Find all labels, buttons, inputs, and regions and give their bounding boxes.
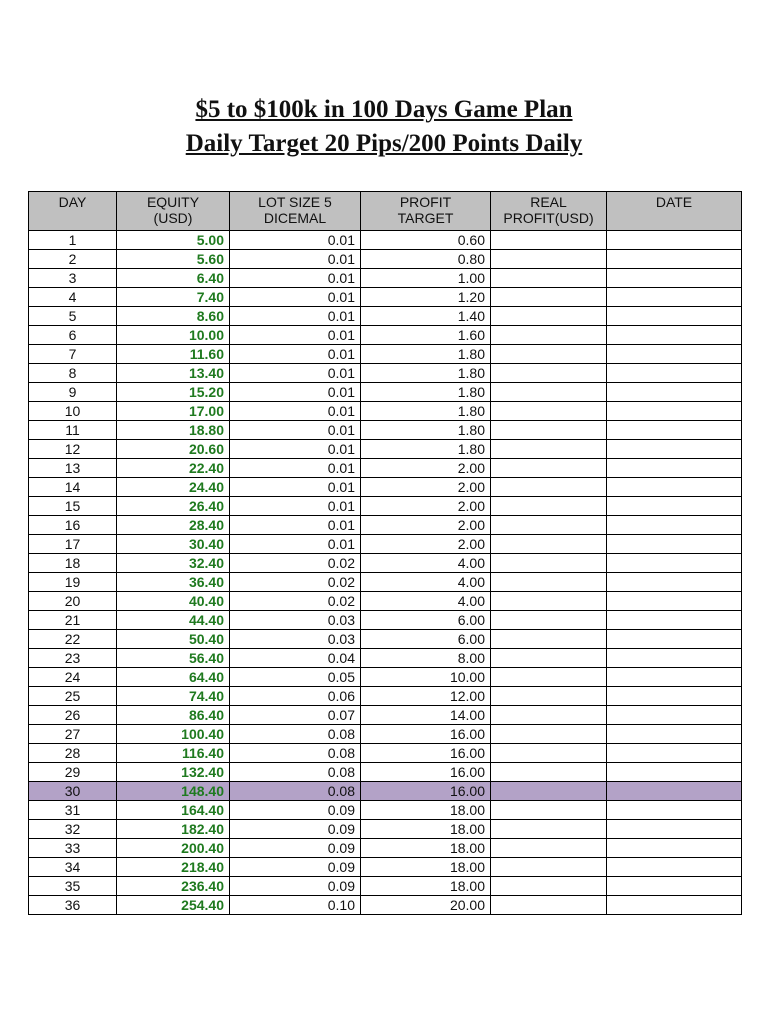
profit-target-cell: 4.00 bbox=[361, 592, 491, 611]
table-row bbox=[29, 421, 742, 440]
profit-target-cell: 1.60 bbox=[361, 326, 491, 345]
date-cell bbox=[607, 383, 742, 402]
real-profit-cell bbox=[491, 231, 607, 250]
lot-size-cell: 0.06 bbox=[230, 687, 361, 706]
profit-target-cell: 2.00 bbox=[361, 497, 491, 516]
table-row bbox=[29, 288, 742, 307]
equity-cell: 40.40 bbox=[117, 592, 230, 611]
equity-cell: 64.40 bbox=[117, 668, 230, 687]
real-profit-cell bbox=[491, 801, 607, 820]
table-row bbox=[29, 877, 742, 896]
equity-cell: 56.40 bbox=[117, 649, 230, 668]
lot-size-cell: 0.01 bbox=[230, 459, 361, 478]
real-profit-cell bbox=[491, 421, 607, 440]
profit-target-cell: 0.60 bbox=[361, 231, 491, 250]
equity-cell: 11.60 bbox=[117, 345, 230, 364]
profit-target-cell: 14.00 bbox=[361, 706, 491, 725]
profit-target-cell: 2.00 bbox=[361, 478, 491, 497]
day-cell: 1 bbox=[29, 231, 117, 250]
real-profit-cell bbox=[491, 326, 607, 345]
date-cell bbox=[607, 763, 742, 782]
real-profit-cell bbox=[491, 269, 607, 288]
profit-target-cell: 2.00 bbox=[361, 535, 491, 554]
equity-cell: 100.40 bbox=[117, 725, 230, 744]
real-profit-cell bbox=[491, 744, 607, 763]
date-cell bbox=[607, 421, 742, 440]
day-cell: 36 bbox=[29, 896, 117, 915]
date-cell bbox=[607, 611, 742, 630]
equity-cell: 26.40 bbox=[117, 497, 230, 516]
equity-cell: 182.40 bbox=[117, 820, 230, 839]
equity-cell: 30.40 bbox=[117, 535, 230, 554]
real-profit-cell bbox=[491, 630, 607, 649]
day-cell: 26 bbox=[29, 706, 117, 725]
lot-size-cell: 0.02 bbox=[230, 592, 361, 611]
equity-cell: 236.40 bbox=[117, 877, 230, 896]
day-cell: 18 bbox=[29, 554, 117, 573]
real-profit-cell bbox=[491, 763, 607, 782]
table-row bbox=[29, 535, 742, 554]
real-profit-cell bbox=[491, 554, 607, 573]
table-row bbox=[29, 364, 742, 383]
lot-size-cell: 0.01 bbox=[230, 288, 361, 307]
equity-cell: 164.40 bbox=[117, 801, 230, 820]
date-cell bbox=[607, 706, 742, 725]
day-cell: 4 bbox=[29, 288, 117, 307]
lot-size-cell: 0.09 bbox=[230, 839, 361, 858]
date-cell bbox=[607, 630, 742, 649]
real-profit-cell bbox=[491, 516, 607, 535]
table-row bbox=[29, 858, 742, 877]
day-cell: 35 bbox=[29, 877, 117, 896]
date-cell bbox=[607, 782, 742, 801]
profit-target-cell: 2.00 bbox=[361, 516, 491, 535]
profit-target-cell: 8.00 bbox=[361, 649, 491, 668]
day-cell: 2 bbox=[29, 250, 117, 269]
lot-size-cell: 0.09 bbox=[230, 801, 361, 820]
equity-cell: 24.40 bbox=[117, 478, 230, 497]
lot-size-cell: 0.03 bbox=[230, 611, 361, 630]
lot-size-cell: 0.01 bbox=[230, 478, 361, 497]
profit-target-cell: 1.80 bbox=[361, 421, 491, 440]
table-row bbox=[29, 763, 742, 782]
date-cell bbox=[607, 554, 742, 573]
profit-target-cell: 0.80 bbox=[361, 250, 491, 269]
date-cell bbox=[607, 592, 742, 611]
table-row bbox=[29, 687, 742, 706]
lot-size-cell: 0.01 bbox=[230, 383, 361, 402]
real-profit-cell bbox=[491, 706, 607, 725]
day-cell: 8 bbox=[29, 364, 117, 383]
lot-size-cell: 0.09 bbox=[230, 877, 361, 896]
profit-target-cell: 18.00 bbox=[361, 877, 491, 896]
lot-size-cell: 0.01 bbox=[230, 269, 361, 288]
real-profit-cell bbox=[491, 896, 607, 915]
equity-cell: 5.00 bbox=[117, 231, 230, 250]
profit-target-cell: 1.80 bbox=[361, 402, 491, 421]
day-cell: 34 bbox=[29, 858, 117, 877]
equity-cell: 132.40 bbox=[117, 763, 230, 782]
real-profit-cell bbox=[491, 364, 607, 383]
day-cell: 28 bbox=[29, 744, 117, 763]
profit-target-cell: 18.00 bbox=[361, 858, 491, 877]
day-cell: 31 bbox=[29, 801, 117, 820]
table-row bbox=[29, 478, 742, 497]
day-cell: 29 bbox=[29, 763, 117, 782]
game-plan-table bbox=[28, 191, 742, 915]
page-title: $5 to $100k in 100 Days Game Plan bbox=[195, 96, 573, 123]
lot-size-cell: 0.01 bbox=[230, 421, 361, 440]
real-profit-cell bbox=[491, 345, 607, 364]
date-cell bbox=[607, 231, 742, 250]
profit-target-cell: 1.80 bbox=[361, 364, 491, 383]
day-cell: 23 bbox=[29, 649, 117, 668]
table-row bbox=[29, 820, 742, 839]
day-cell: 10 bbox=[29, 402, 117, 421]
date-cell bbox=[607, 725, 742, 744]
date-cell bbox=[607, 459, 742, 478]
lot-size-cell: 0.01 bbox=[230, 440, 361, 459]
equity-cell: 36.40 bbox=[117, 573, 230, 592]
day-cell: 12 bbox=[29, 440, 117, 459]
date-cell bbox=[607, 269, 742, 288]
profit-target-cell: 2.00 bbox=[361, 459, 491, 478]
real-profit-cell bbox=[491, 820, 607, 839]
real-profit-cell bbox=[491, 782, 607, 801]
table-row bbox=[29, 440, 742, 459]
equity-cell: 74.40 bbox=[117, 687, 230, 706]
profit-target-cell: 1.80 bbox=[361, 383, 491, 402]
real-profit-cell bbox=[491, 725, 607, 744]
date-cell bbox=[607, 839, 742, 858]
date-cell bbox=[607, 858, 742, 877]
equity-cell: 148.40 bbox=[117, 782, 230, 801]
equity-cell: 116.40 bbox=[117, 744, 230, 763]
profit-target-cell: 16.00 bbox=[361, 744, 491, 763]
lot-size-cell: 0.10 bbox=[230, 896, 361, 915]
real-profit-cell bbox=[491, 535, 607, 554]
table-row bbox=[29, 554, 742, 573]
date-cell bbox=[607, 896, 742, 915]
equity-cell: 28.40 bbox=[117, 516, 230, 535]
real-profit-cell bbox=[491, 478, 607, 497]
day-cell: 21 bbox=[29, 611, 117, 630]
table-row bbox=[29, 269, 742, 288]
equity-cell: 17.00 bbox=[117, 402, 230, 421]
date-cell bbox=[607, 250, 742, 269]
profit-target-cell: 1.80 bbox=[361, 440, 491, 459]
real-profit-cell bbox=[491, 440, 607, 459]
table-row bbox=[29, 782, 742, 801]
equity-cell: 6.40 bbox=[117, 269, 230, 288]
day-cell: 19 bbox=[29, 573, 117, 592]
real-profit-cell bbox=[491, 250, 607, 269]
day-cell: 17 bbox=[29, 535, 117, 554]
table-row bbox=[29, 459, 742, 478]
table-row bbox=[29, 668, 742, 687]
real-profit-cell bbox=[491, 383, 607, 402]
day-cell: 20 bbox=[29, 592, 117, 611]
header-lot-size: LOT SIZE 5 DICEMAL bbox=[230, 192, 361, 231]
equity-cell: 200.40 bbox=[117, 839, 230, 858]
date-cell bbox=[607, 687, 742, 706]
date-cell bbox=[607, 668, 742, 687]
profit-target-cell: 1.20 bbox=[361, 288, 491, 307]
profit-target-cell: 18.00 bbox=[361, 820, 491, 839]
day-cell: 24 bbox=[29, 668, 117, 687]
equity-cell: 20.60 bbox=[117, 440, 230, 459]
equity-cell: 44.40 bbox=[117, 611, 230, 630]
real-profit-cell bbox=[491, 573, 607, 592]
profit-target-cell: 1.00 bbox=[361, 269, 491, 288]
date-cell bbox=[607, 402, 742, 421]
table-row bbox=[29, 231, 742, 250]
table-row bbox=[29, 497, 742, 516]
lot-size-cell: 0.01 bbox=[230, 535, 361, 554]
table-header-row bbox=[29, 192, 742, 231]
header-date: DATE bbox=[607, 192, 742, 231]
equity-cell: 18.80 bbox=[117, 421, 230, 440]
real-profit-cell bbox=[491, 668, 607, 687]
lot-size-cell: 0.02 bbox=[230, 554, 361, 573]
date-cell bbox=[607, 516, 742, 535]
profit-target-cell: 20.00 bbox=[361, 896, 491, 915]
equity-cell: 22.40 bbox=[117, 459, 230, 478]
table-row bbox=[29, 801, 742, 820]
table-row bbox=[29, 611, 742, 630]
date-cell bbox=[607, 877, 742, 896]
real-profit-cell bbox=[491, 592, 607, 611]
profit-target-cell: 1.80 bbox=[361, 345, 491, 364]
day-cell: 15 bbox=[29, 497, 117, 516]
header-real-profit: REAL PROFIT(USD) bbox=[491, 192, 607, 231]
date-cell bbox=[607, 535, 742, 554]
day-cell: 32 bbox=[29, 820, 117, 839]
table-row bbox=[29, 725, 742, 744]
date-cell bbox=[607, 649, 742, 668]
lot-size-cell: 0.01 bbox=[230, 364, 361, 383]
page-subtitle: Daily Target 20 Pips/200 Points Daily bbox=[185, 130, 583, 157]
date-cell bbox=[607, 440, 742, 459]
lot-size-cell: 0.08 bbox=[230, 782, 361, 801]
day-cell: 16 bbox=[29, 516, 117, 535]
equity-cell: 32.40 bbox=[117, 554, 230, 573]
table-row bbox=[29, 573, 742, 592]
equity-cell: 86.40 bbox=[117, 706, 230, 725]
profit-target-cell: 18.00 bbox=[361, 839, 491, 858]
equity-cell: 7.40 bbox=[117, 288, 230, 307]
lot-size-cell: 0.09 bbox=[230, 858, 361, 877]
table-row bbox=[29, 649, 742, 668]
profit-target-cell: 10.00 bbox=[361, 668, 491, 687]
day-cell: 6 bbox=[29, 326, 117, 345]
profit-target-cell: 16.00 bbox=[361, 725, 491, 744]
lot-size-cell: 0.08 bbox=[230, 744, 361, 763]
day-cell: 11 bbox=[29, 421, 117, 440]
header-equity: EQUITY (USD) bbox=[117, 192, 230, 231]
table-row bbox=[29, 383, 742, 402]
equity-cell: 15.20 bbox=[117, 383, 230, 402]
real-profit-cell bbox=[491, 839, 607, 858]
lot-size-cell: 0.01 bbox=[230, 497, 361, 516]
profit-target-cell: 18.00 bbox=[361, 801, 491, 820]
real-profit-cell bbox=[491, 497, 607, 516]
day-cell: 22 bbox=[29, 630, 117, 649]
equity-cell: 254.40 bbox=[117, 896, 230, 915]
table-row bbox=[29, 307, 742, 326]
lot-size-cell: 0.02 bbox=[230, 573, 361, 592]
table-row bbox=[29, 839, 742, 858]
profit-target-cell: 1.40 bbox=[361, 307, 491, 326]
day-cell: 30 bbox=[29, 782, 117, 801]
real-profit-cell bbox=[491, 858, 607, 877]
date-cell bbox=[607, 497, 742, 516]
header-profit-target: PROFIT TARGET bbox=[361, 192, 491, 231]
date-cell bbox=[607, 744, 742, 763]
header-day: DAY bbox=[29, 192, 117, 231]
lot-size-cell: 0.01 bbox=[230, 345, 361, 364]
date-cell bbox=[607, 364, 742, 383]
table-row bbox=[29, 896, 742, 915]
date-cell bbox=[607, 820, 742, 839]
lot-size-cell: 0.01 bbox=[230, 516, 361, 535]
day-cell: 7 bbox=[29, 345, 117, 364]
table-row bbox=[29, 326, 742, 345]
lot-size-cell: 0.01 bbox=[230, 402, 361, 421]
equity-cell: 8.60 bbox=[117, 307, 230, 326]
real-profit-cell bbox=[491, 649, 607, 668]
profit-target-cell: 6.00 bbox=[361, 611, 491, 630]
table-row bbox=[29, 250, 742, 269]
profit-target-cell: 4.00 bbox=[361, 554, 491, 573]
date-cell bbox=[607, 288, 742, 307]
profit-target-cell: 16.00 bbox=[361, 763, 491, 782]
real-profit-cell bbox=[491, 402, 607, 421]
profit-target-cell: 6.00 bbox=[361, 630, 491, 649]
table-row bbox=[29, 744, 742, 763]
real-profit-cell bbox=[491, 307, 607, 326]
equity-cell: 218.40 bbox=[117, 858, 230, 877]
day-cell: 14 bbox=[29, 478, 117, 497]
equity-cell: 13.40 bbox=[117, 364, 230, 383]
profit-target-cell: 4.00 bbox=[361, 573, 491, 592]
lot-size-cell: 0.09 bbox=[230, 820, 361, 839]
date-cell bbox=[607, 573, 742, 592]
day-cell: 5 bbox=[29, 307, 117, 326]
table-row bbox=[29, 402, 742, 421]
lot-size-cell: 0.03 bbox=[230, 630, 361, 649]
lot-size-cell: 0.05 bbox=[230, 668, 361, 687]
day-cell: 27 bbox=[29, 725, 117, 744]
profit-target-cell: 16.00 bbox=[361, 782, 491, 801]
table-row bbox=[29, 706, 742, 725]
date-cell bbox=[607, 478, 742, 497]
table-row bbox=[29, 592, 742, 611]
real-profit-cell bbox=[491, 459, 607, 478]
date-cell bbox=[607, 801, 742, 820]
lot-size-cell: 0.01 bbox=[230, 231, 361, 250]
lot-size-cell: 0.01 bbox=[230, 307, 361, 326]
day-cell: 25 bbox=[29, 687, 117, 706]
equity-cell: 50.40 bbox=[117, 630, 230, 649]
real-profit-cell bbox=[491, 877, 607, 896]
day-cell: 9 bbox=[29, 383, 117, 402]
table-row bbox=[29, 345, 742, 364]
day-cell: 33 bbox=[29, 839, 117, 858]
lot-size-cell: 0.08 bbox=[230, 725, 361, 744]
date-cell bbox=[607, 326, 742, 345]
date-cell bbox=[607, 345, 742, 364]
table-row bbox=[29, 516, 742, 535]
table-row bbox=[29, 630, 742, 649]
lot-size-cell: 0.01 bbox=[230, 326, 361, 345]
equity-cell: 10.00 bbox=[117, 326, 230, 345]
real-profit-cell bbox=[491, 687, 607, 706]
lot-size-cell: 0.01 bbox=[230, 250, 361, 269]
equity-cell: 5.60 bbox=[117, 250, 230, 269]
lot-size-cell: 0.08 bbox=[230, 763, 361, 782]
real-profit-cell bbox=[491, 288, 607, 307]
lot-size-cell: 0.07 bbox=[230, 706, 361, 725]
lot-size-cell: 0.04 bbox=[230, 649, 361, 668]
day-cell: 3 bbox=[29, 269, 117, 288]
real-profit-cell bbox=[491, 611, 607, 630]
day-cell: 13 bbox=[29, 459, 117, 478]
date-cell bbox=[607, 307, 742, 326]
profit-target-cell: 12.00 bbox=[361, 687, 491, 706]
